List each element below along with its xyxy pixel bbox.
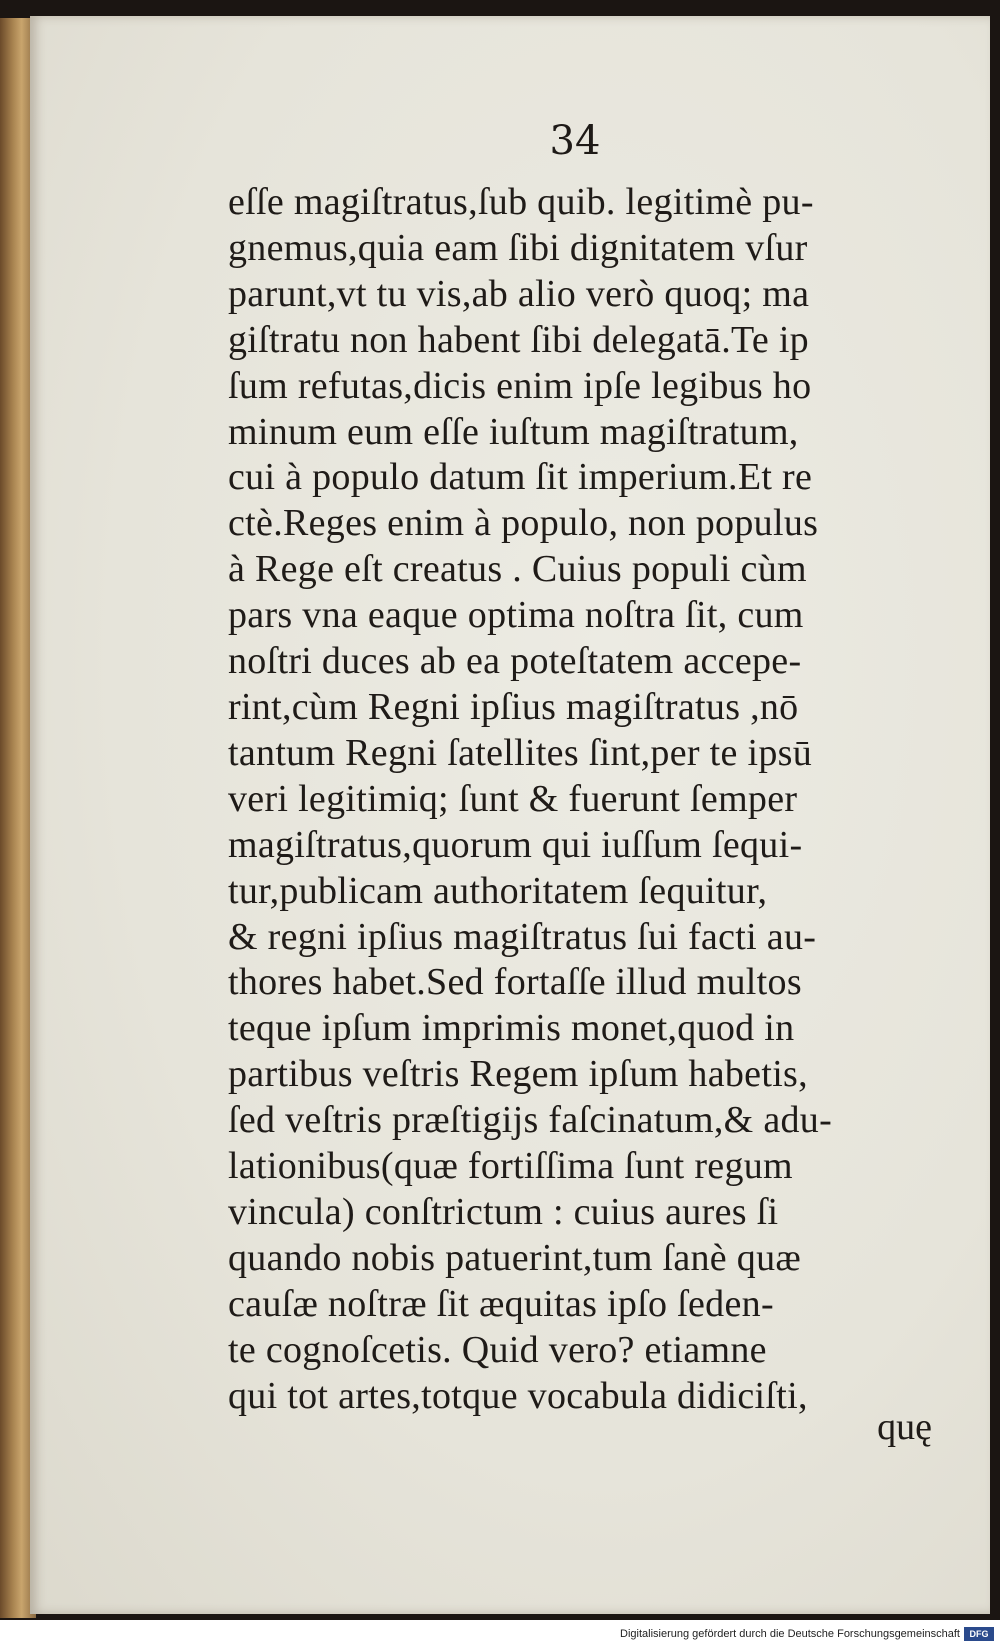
text-line: quando nobis patuerint,tum ſanè quæ — [228, 1236, 802, 1279]
catchword: quę — [877, 1406, 932, 1448]
dfg-logo: DFG — [964, 1627, 994, 1641]
text-line: tantum Regni ſatellites ſint,per te ipsū — [228, 731, 813, 774]
body-text — [228, 180, 946, 1419]
text-line: partibus veſtris Regem ipſum habetis, — [228, 1053, 808, 1096]
text-line: thores habet.Sed fortaſſe illud multos — [228, 961, 802, 1004]
text-line: ſed veſtris præſtigijs faſcinatum,& adu- — [228, 1099, 833, 1142]
text-line: giſtratu non habent ſibi delegatā.Te ip — [228, 318, 809, 361]
text-line: rint,cùm Regni ipſius magiſtratus ,nō — [228, 685, 799, 728]
page-number: 34 — [549, 118, 601, 164]
text-line: lationibus(quæ fortiſſima ſunt regum — [228, 1145, 793, 1188]
text-line: à Rege eſt creatus . Cuius populi cùm — [228, 548, 807, 591]
text-line: qui tot artes,totque vocabula didiciſti, — [228, 1374, 808, 1417]
text-line: veri legitimiq; ſunt & fuerunt ſemper — [228, 777, 798, 820]
text-line: gnemus,quia eam ſibi dignitatem vſur — [228, 226, 808, 269]
text-line: te cognoſcetis. Quid vero? etiamne — [228, 1328, 767, 1371]
text-line: & regni ipſius magiſtratus ſui facti au- — [228, 915, 817, 958]
text-line: pars vna eaque optima noſtra ſit, cum — [228, 594, 804, 637]
text-line: parunt,vt tu vis,ab alio verò quoq; ma — [228, 272, 810, 315]
text-line: ſum refutas,dicis enim ipſe legibus ho — [228, 364, 812, 407]
text-line: teque ipſum imprimis monet,quod in — [228, 1007, 795, 1050]
text-line: cui à populo datum ſit imperium.Et re — [228, 456, 813, 499]
text-line: ctè.Reges enim à populo, non populus — [228, 502, 819, 545]
text-line: noſtri duces ab ea poteſtatem accepe- — [228, 640, 802, 683]
text-line: vincula) conſtrictum : cuius aures ſi — [228, 1190, 779, 1233]
text-line: eſſe magiſtratus,ſub quib. legitimè pu- — [228, 181, 814, 223]
text-line: tur,publicam authoritatem ſequitur, — [228, 869, 768, 912]
text-line: cauſæ noſtræ ſit æquitas ipſo ſeden- — [228, 1282, 774, 1325]
funding-credit: Digitalisierung gefördert durch die Deutsche Forschungsgemeinschaft — [620, 1628, 960, 1640]
text-line: minum eum eſſe iuſtum magiſtratum, — [228, 410, 799, 453]
text-line: magiſtratus,quorum qui iuſſum ſequi- — [228, 823, 803, 866]
